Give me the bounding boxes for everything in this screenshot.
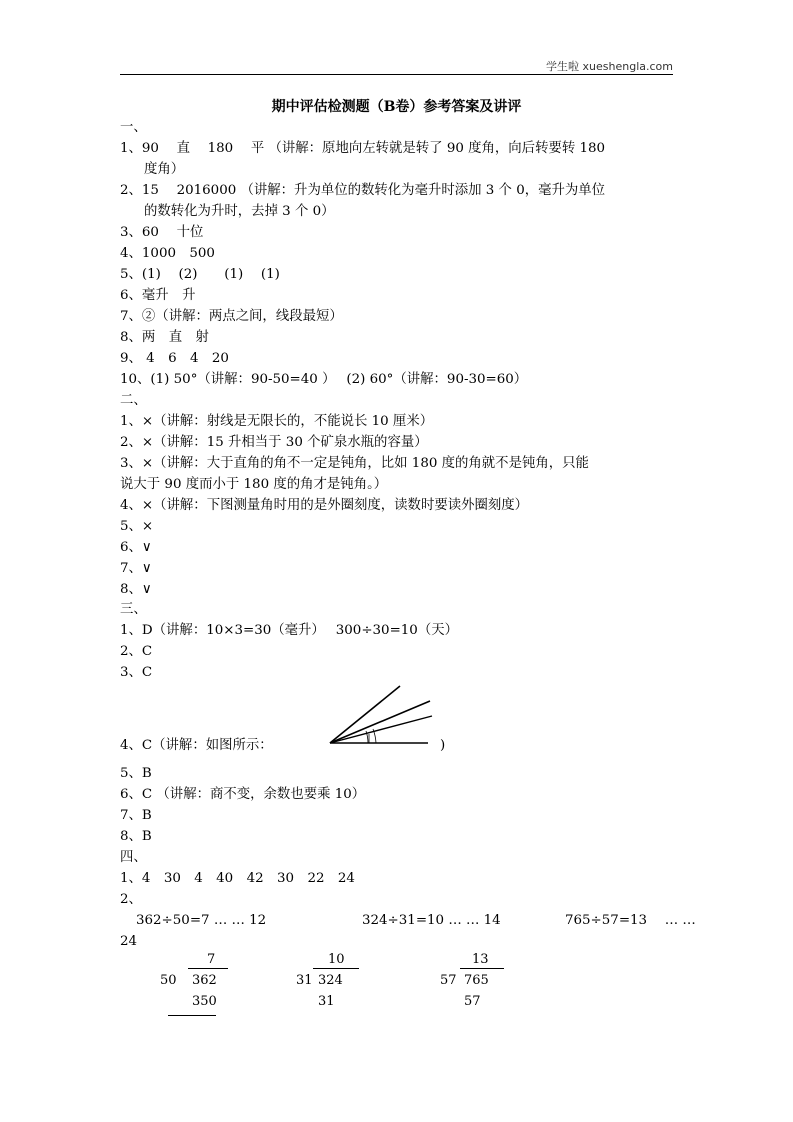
subtraction-bar: [168, 1015, 216, 1016]
section-4-heading: 四、: [120, 850, 147, 865]
division-equation: 324÷31=10 … … 14: [362, 913, 501, 928]
header-rule: [120, 74, 673, 75]
division-bar: [188, 968, 228, 969]
divisor: 50: [160, 973, 177, 988]
answer-line: 的数转化为升时，去掉 3 个 0）: [144, 204, 335, 219]
answer-line: 7、B: [120, 808, 152, 823]
answer-line: 4、1000 500: [120, 246, 215, 261]
answer-line: 6、∨: [120, 540, 152, 555]
product: 31: [318, 994, 335, 1009]
quotient: 7: [207, 952, 216, 967]
answer-line: 9、 4 6 4 20: [120, 351, 229, 366]
answer-line: 1、4 30 4 40 42 30 22 24: [120, 871, 355, 886]
answer-line: 3、×（讲解：大于直角的角不一定是钝角，比如 180 度的角就不是钝角，只能: [120, 456, 589, 471]
product: 57: [464, 994, 481, 1009]
answer-line: 3、C: [120, 665, 153, 680]
divisor: 57: [440, 973, 457, 988]
quotient: 10: [328, 952, 345, 967]
division-bar: [460, 968, 504, 969]
answer-line: 2、C: [120, 644, 153, 659]
section-1-heading: 一、: [120, 120, 147, 135]
dividend: 765: [464, 973, 489, 988]
answer-line: 10、(1) 50°（讲解：90-50=40 ） (2) 60°（讲解：90-30=60）: [120, 372, 528, 387]
answer-line: 2、: [120, 892, 142, 907]
answer-line: 4、C（讲解：如图所示：: [120, 738, 273, 753]
answer-line: 8、∨: [120, 582, 152, 597]
answer-line: 4、×（讲解：下图测量角时用的是外圈刻度，读数时要读外圈刻度）: [120, 498, 529, 513]
answer-line: 说大于 90 度而小于 180 度的角才是钝角。）: [120, 477, 388, 492]
answer-line: 5、×: [120, 519, 154, 534]
angle-diagram: [328, 684, 434, 748]
closing-paren: ): [440, 738, 446, 753]
division-equation: 765÷57=13 … …: [565, 913, 696, 928]
divisor: 31: [296, 973, 313, 988]
answer-line: 7、∨: [120, 561, 152, 576]
answer-line: 1、D（讲解：10×3=30（毫升） 300÷30=10（天）: [120, 623, 459, 638]
answer-line: 8、两 直 射: [120, 330, 209, 345]
section-2-heading: 二、: [120, 393, 147, 408]
quotient: 13: [472, 952, 489, 967]
answer-line: 度角）: [144, 162, 185, 177]
answer-line: 6、C （讲解：商不变，余数也要乘 10）: [120, 787, 366, 802]
dividend: 324: [318, 973, 343, 988]
answer-line: 1、×（讲解：射线是无限长的，不能说长 10 厘米）: [120, 414, 434, 429]
header-site: 学生啦 xueshengla.com: [546, 60, 673, 73]
answer-line: 7、②（讲解：两点之间，线段最短）: [120, 309, 343, 324]
document-title: 期中评估检测题（B卷）参考答案及讲评: [271, 99, 522, 115]
product: 350: [192, 994, 217, 1009]
dividend: 362: [192, 973, 217, 988]
answer-line: 3、60 十位: [120, 225, 204, 240]
section-3-heading: 三、: [120, 602, 147, 617]
division-equation: 362÷50=7 … … 12: [136, 913, 267, 928]
answer-line: 2、15 2016000 （讲解：升为单位的数转化为毫升时添加 3 个 0，毫升为单位: [120, 183, 606, 198]
answer-line: 1、90 直 180 平 （讲解：原地向左转就是转了 90 度角，向后转要转 180: [120, 141, 606, 156]
answer-line: 2、×（讲解：15 升相当于 30 个矿泉水瓶的容量）: [120, 435, 428, 450]
answer-line: 8、B: [120, 829, 152, 844]
answer-line: 6、毫升 升: [120, 288, 196, 303]
answer-line: 5、(1) (2) (1) (1): [120, 267, 280, 282]
division-remainder: 24: [120, 934, 138, 949]
division-bar: [313, 968, 359, 969]
answer-line: 5、B: [120, 766, 152, 781]
